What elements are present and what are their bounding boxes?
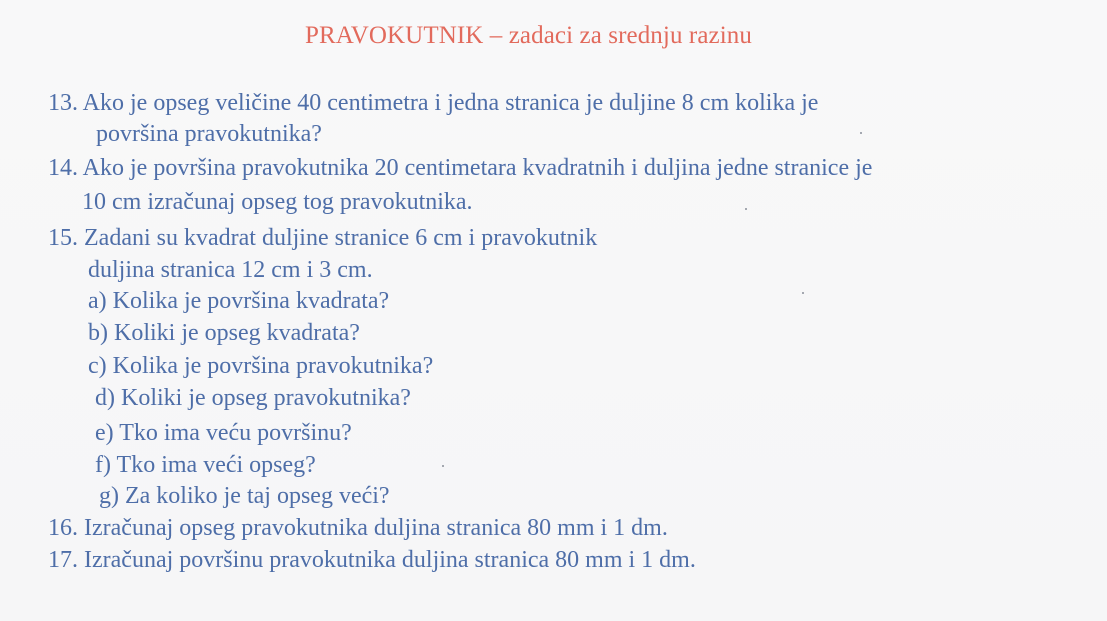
problem-15-item-a: a) Kolika je površina kvadrata? xyxy=(88,288,390,314)
problem-15-item-b: b) Koliki je opseg kvadrata? xyxy=(88,320,360,346)
problem-15-item-g: g) Za koliko je taj opseg veći? xyxy=(99,483,390,509)
problem-15-line-1: 15. Zadani su kvadrat duljine stranice 6 cm i pravokutnik xyxy=(48,225,598,251)
problem-15-item-f: f) Tko ima veći opseg? xyxy=(95,452,316,478)
problem-15-item-d: d) Koliki je opseg pravokutnika? xyxy=(95,385,411,411)
problem-16: 16. Izračunaj opseg pravokutnika duljina stranica 80 mm i 1 dm. xyxy=(48,515,668,541)
problem-14-line-2: 10 cm izračunaj opseg tog pravokutnika. xyxy=(82,189,473,215)
scan-speck xyxy=(745,208,747,210)
problem-15-item-c: c) Kolika je površina pravokutnika? xyxy=(88,353,434,379)
scan-speck xyxy=(860,132,862,134)
problem-14-line-1: 14. Ako je površina pravokutnika 20 centimetara kvadratnih i duljina jedne stranice je xyxy=(48,155,873,181)
scan-speck xyxy=(442,465,444,467)
problem-13-line-1: 13. Ako je opseg veličine 40 centimetra i jedna stranica je duljine 8 cm kolika je xyxy=(48,90,819,116)
document-title: PRAVOKUTNIK – zadaci za srednju razinu xyxy=(305,22,752,49)
problem-15-item-e: e) Tko ima veću površinu? xyxy=(95,420,352,446)
scan-speck xyxy=(802,292,804,294)
problem-15-line-2: duljina stranica 12 cm i 3 cm. xyxy=(88,257,373,283)
problem-17: 17. Izračunaj površinu pravokutnika duljina stranica 80 mm i 1 dm. xyxy=(48,547,696,573)
problem-13-line-2: površina pravokutnika? xyxy=(96,121,322,147)
